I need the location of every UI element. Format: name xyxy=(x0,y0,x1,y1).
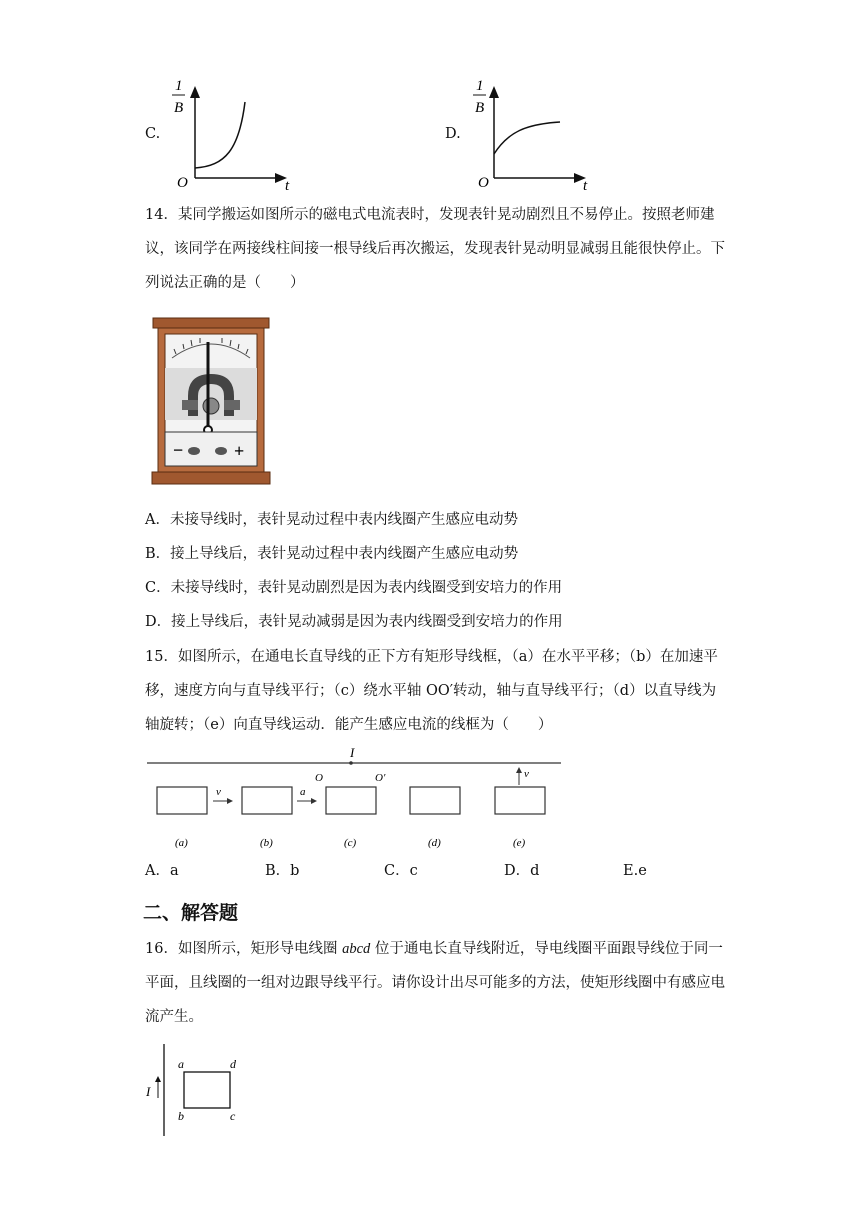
v-label-a: v xyxy=(216,786,221,798)
q15-option-c: C．c xyxy=(384,863,418,879)
y-axis-numerator: 1 xyxy=(476,78,484,94)
q15-option-d: D．d xyxy=(504,863,540,879)
q13-option-c-label: C. xyxy=(145,126,161,142)
wire-point xyxy=(349,761,353,765)
q13-graph-c xyxy=(165,72,295,194)
pole-right xyxy=(224,400,240,410)
caption-e: (e) xyxy=(513,837,526,849)
caption-b: (b) xyxy=(260,837,273,849)
caption-a: (a) xyxy=(175,837,188,849)
y-axis-numerator: 1 xyxy=(175,78,183,94)
v-arrowhead-a xyxy=(227,798,233,804)
q16-stem xyxy=(145,932,725,1034)
q14-stem: 14．某同学搬运如图所示的磁电式电流表时，发现表针晃动剧烈且不易停止。按照老师建议，该同学在两接线柱间接一根导线后再次搬运，发现表针晃动明显减弱且能很快停止。下列说法正确的是（ ） xyxy=(145,207,725,291)
a-arrowhead-b xyxy=(311,798,317,804)
axis-o-label: O xyxy=(315,772,323,784)
q13-option-d-label: D. xyxy=(445,126,461,142)
y-axis-denominator: B xyxy=(174,100,184,116)
x-axis-label: t xyxy=(285,178,290,194)
q16-stem-suffix: 位于通电长直导线附近，导电线圈平面跟导线位于同一平面，且线圈的一组对边跟导线平行。请你设计出尽可能多的方法，使矩形线圈中有感应电流产生。 xyxy=(145,941,725,1025)
frame-b xyxy=(242,787,292,814)
y-axis-denominator: B xyxy=(475,100,485,116)
caption-d: (d) xyxy=(428,837,441,849)
q15-option-a: A．a xyxy=(145,863,179,879)
q15-figure xyxy=(145,745,565,855)
q16-stem-prefix: 16．如图所示，矩形导电线圈 xyxy=(145,941,343,957)
y-axis-arrow xyxy=(489,86,499,98)
section-title: 二、解答题 xyxy=(143,902,239,924)
q15-stem: 15．如图所示，在通电长直导线的正下方有矩形导线框，（a）在水平平移；（b）在加速平移，速度方向与直导线平行；（c）绕水平轴 OO′转动，轴与直导线平行；（d）以直导线为轴旋转；（e）向直导线运动．能产生感应电流的线框为（ ） xyxy=(145,649,718,733)
corner-c: c xyxy=(230,1109,236,1123)
frame-e xyxy=(495,787,545,814)
pole-left xyxy=(182,400,198,410)
v-label-e: v xyxy=(524,768,529,780)
curve xyxy=(494,122,560,154)
q16-figure xyxy=(142,1042,252,1138)
v-arrowhead-e xyxy=(516,767,522,773)
origin-label: O xyxy=(478,175,489,191)
q14-option-d: D．接上导线后，表针晃动减弱是因为表内线圈受到安培力的作用 xyxy=(145,614,563,630)
galvanometer-image xyxy=(150,316,272,486)
origin-label: O xyxy=(177,175,188,191)
q15-option-e: E.e xyxy=(623,863,647,879)
x-axis-label: t xyxy=(583,178,588,194)
corner-a: a xyxy=(178,1057,184,1071)
a-label-b: a xyxy=(300,786,306,798)
plus-sign: + xyxy=(234,441,245,461)
q13-graph-d xyxy=(466,72,596,194)
corner-b: b xyxy=(178,1109,184,1123)
case-top xyxy=(153,318,269,328)
terminal-left xyxy=(188,447,200,455)
current-label: I xyxy=(350,745,355,760)
terminal-right xyxy=(215,447,227,455)
current-label: I xyxy=(146,1084,151,1099)
q14-option-c: C．未接导线时，表针晃动剧烈是因为表内线圈受到安培力的作用 xyxy=(145,580,563,596)
coil xyxy=(203,398,219,414)
axis-o-prime-label: O′ xyxy=(375,772,386,784)
frame-a xyxy=(157,787,207,814)
frame-c xyxy=(326,787,376,814)
q14-option-b: B．接上导线后，表针晃动过程中表内线圈产生感应电动势 xyxy=(145,546,519,562)
current-arrowhead xyxy=(155,1076,161,1082)
case-base xyxy=(152,472,270,484)
corner-d: d xyxy=(230,1057,236,1071)
coil-abcd xyxy=(184,1072,230,1108)
minus-sign: − xyxy=(173,440,184,460)
frame-d xyxy=(410,787,460,814)
curve xyxy=(195,102,245,168)
q14-option-a: A．未接导线时，表针晃动过程中表内线圈产生感应电动势 xyxy=(145,512,518,528)
q15-option-b: B．b xyxy=(265,863,300,879)
caption-c: (c) xyxy=(344,837,357,849)
y-axis-arrow xyxy=(190,86,200,98)
q16-coil-name: abcd xyxy=(342,941,371,957)
